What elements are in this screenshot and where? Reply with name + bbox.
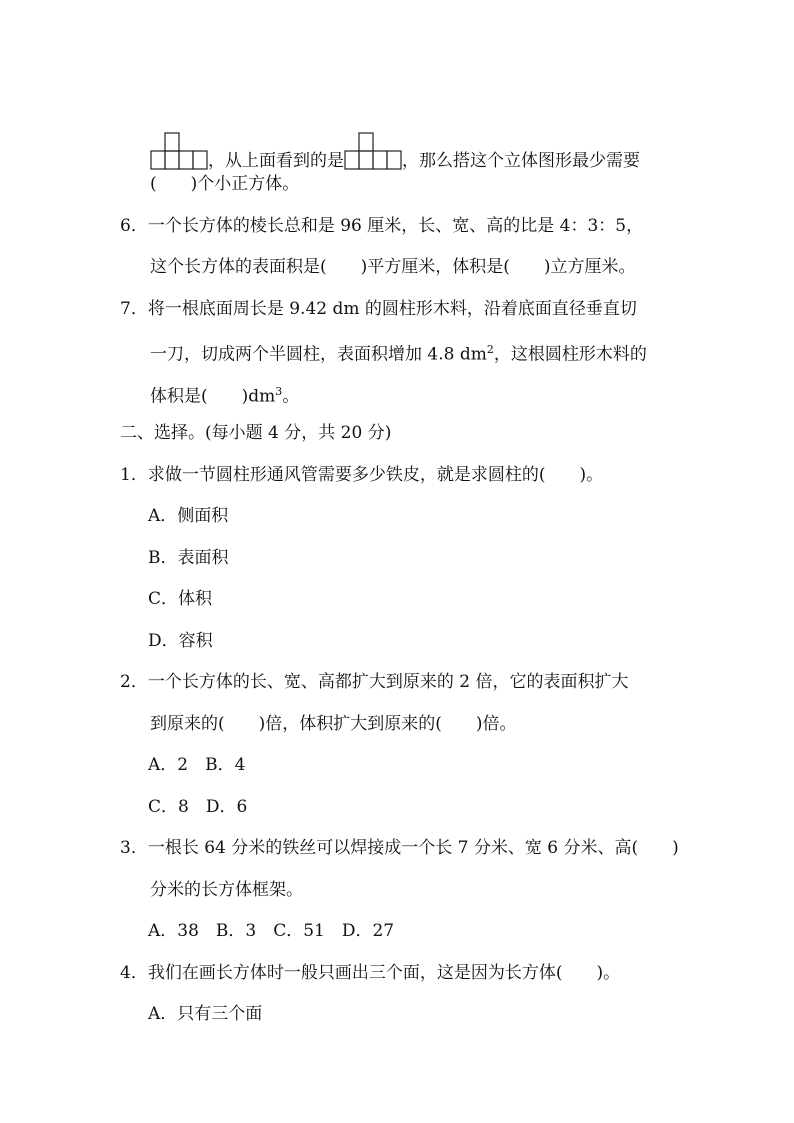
q7-line1: 7．将一根底面周长是 9.42 dm 的圆柱形木料，沿着底面直径垂直切 <box>120 299 637 319</box>
c2-line2: 到原来的( )倍，体积扩大到原来的( )倍。 <box>150 714 517 734</box>
c4-option-a: A．只有三个面 <box>148 1004 263 1024</box>
q6-line2: 这个长方体的表面积是( )平方厘米，体积是( )立方厘米。 <box>150 257 636 277</box>
q5-line1 <box>150 130 640 173</box>
c2-line1: 2．一个长方体的长、宽、高都扩大到原来的 2 倍，它的表面积扩大 <box>120 672 629 692</box>
q5-line2: ( )个小正方体。 <box>150 174 300 194</box>
q5-text-b: ，那么搭这个立体图形最少需要 <box>402 151 640 171</box>
c2-options-row2: C．8 D．6 <box>148 797 248 817</box>
q6-line1: 6．一个长方体的棱长总和是 96 厘米，长、宽、高的比是 4：3：5， <box>120 216 644 236</box>
c1-option-c: C．体积 <box>148 589 213 609</box>
q7-line3-b: 。 <box>282 386 300 407</box>
c3-options: A．38 B．3 C．51 D．27 <box>148 921 395 941</box>
q7-line3 <box>150 380 299 409</box>
section2-heading: 二、选择。(每小题 4 分，共 20 分) <box>120 423 392 443</box>
q7-line3-a: 体积是( )dm <box>150 386 276 407</box>
c1-question: 1．求做一节圆柱形通风管需要多少铁皮，就是求圆柱的( )。 <box>120 465 604 485</box>
q7-line3-sup: 3 <box>275 385 283 398</box>
c1-option-b: B．表面积 <box>148 548 229 568</box>
q5-text-a: ，从上面看到的是 <box>208 151 344 171</box>
q7-line2 <box>150 338 647 367</box>
c1-option-d: D．容积 <box>148 631 213 651</box>
c2-options-row1: A．2 B．4 <box>148 755 246 775</box>
q7-line2-b: ，这根圆柱形木料的 <box>493 344 647 365</box>
c3-line2: 分米的长方体框架。 <box>150 880 303 900</box>
front-view-figure-icon <box>150 130 208 170</box>
c1-option-a: A．侧面积 <box>148 506 229 526</box>
top-view-figure-icon <box>344 130 402 170</box>
q7-line2-sup: 2 <box>486 343 494 356</box>
c4-question: 4．我们在画长方体时一般只画出三个面，这是因为长方体( )。 <box>120 963 621 983</box>
c3-line1: 3．一根长 64 分米的铁丝可以焊接成一个长 7 分米、宽 6 分米、高( ) <box>120 838 679 858</box>
q7-line2-a: 一刀，切成两个半圆柱，表面积增加 4.8 dm <box>150 344 487 365</box>
